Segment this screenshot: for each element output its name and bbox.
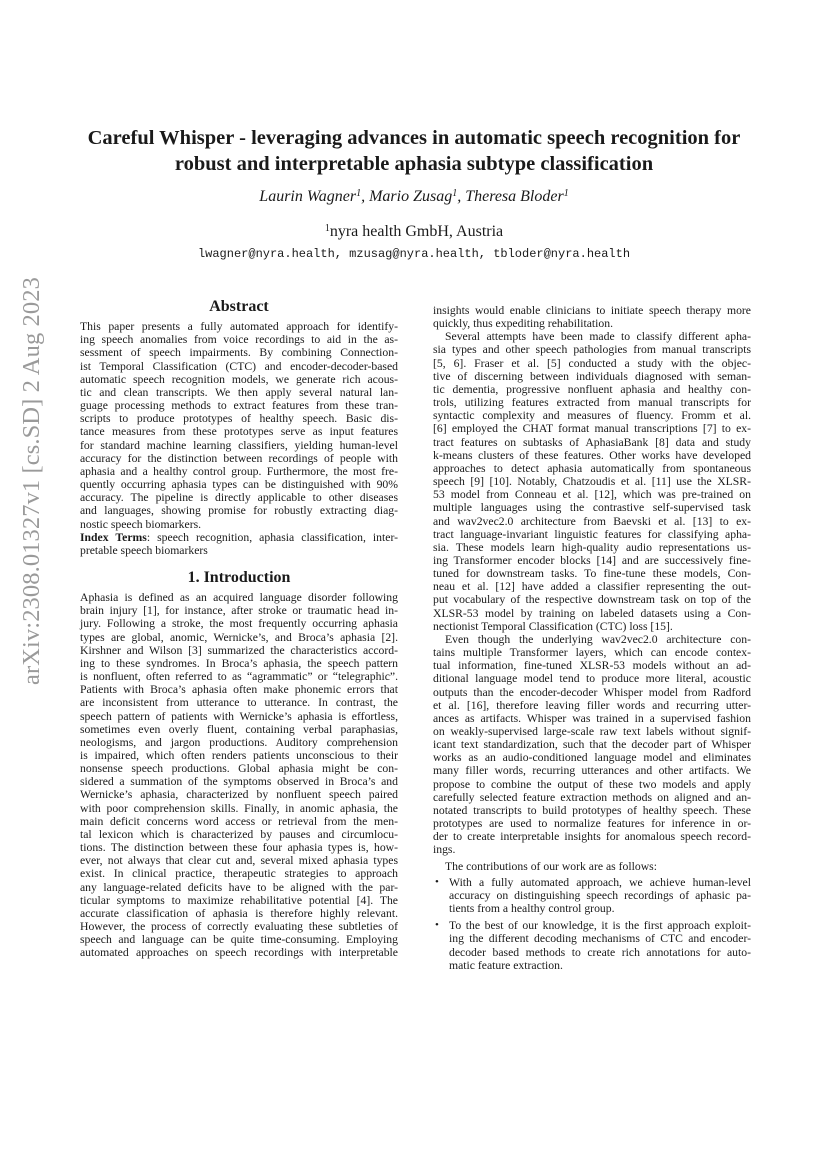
affiliation-mark: 1 [356,188,362,199]
abstract-line: automatic speech recognition models, we generate rich acous- [80,372,398,386]
paragraph-prior-work [433,330,751,633]
abstract-line: guage processing methods to extract features from these tran- [80,399,398,413]
body-line: carefully selected feature extraction methods on aligned and an- [433,790,751,804]
body-line: sia types and other speech pathologies from manual transcripts [433,343,751,357]
bullet-line: decoder based methods to create rich annotations for auto- [449,945,751,959]
introduction-heading: 1. Introduction [187,568,291,586]
affiliation-name: nyra health GmbH, Austria [329,223,504,240]
body-line: tual information, fine-tuned XLSR-53 models without an ad- [433,659,751,673]
introduction-line: are inconsistent from utterance to utterance. In contrast, the [80,696,398,710]
introduction-line: neologisms, and jargon productions. Auditory comprehension [80,735,398,749]
body-line: k-means clusters of these features. Other works have developed [433,448,751,462]
body-line: ing Transformer encoder blocks [14] and are successively fine- [433,553,751,567]
introduction-line: tal lexicon which is characterized by pauses and circumlocu- [80,827,398,841]
abstract-line: This paper presents a fully automated approach for identify- [80,320,398,334]
body-line: tract language-invariant linguistic features for classifying apha- [433,527,751,541]
abstract-line: scripts to produce prototypes of healthy speech. Basic dis- [80,412,398,426]
body-line: propose to combine the output of these two models and apply [433,777,751,791]
body-line: Even though the underlying wav2vec2.0 architecture con- [445,632,751,646]
body-line: tive of discerning between individuals diagnosed with seman- [433,369,751,383]
introduction-line: However, the process of correctly evaluating these subtleties of [80,920,398,934]
introduction-line: Kirshner and Wilson [3] summarized the characteristics accord- [80,643,398,657]
body-line: put vocabulary of the respective downstream task on top of the [433,593,751,607]
arxiv-identifier-text: arXiv:2308.01327v1 [cs.SD] 2 Aug 2023 [18,277,45,685]
body-line: nectionist Temporal Classification (CTC) loss [15]. [433,619,673,633]
abstract-line: for standard machine learning classifiers, yielding human-level [80,438,398,452]
body-line: neau et al. [12] have added a classifier representing the out- [433,580,751,594]
body-line: tract features on subtasks of AphasiaBank [8] data and study [433,435,751,449]
abstract-line: tance measures from these prototypes serve as input features [80,425,398,439]
body-line: [5, 6]. Fraser et al. [5] conducted a study with the objec- [433,356,751,370]
abstract-line: ing speech anomalies from voice recordings to aid in the as- [80,333,398,347]
author-name: Mario Zusag [369,188,453,205]
body-line: and wav2vec2.0 architecture from Baevski et al. [13] to ex- [433,514,751,528]
body-line: icant text standardization, such that the decoder part of Whisper [433,738,751,752]
introduction-line: ticular symptoms to maximize rehabilitative potential [4]. The [80,893,398,907]
body-line: sia. These models learn high-quality audio representations us- [433,540,751,554]
affiliation-mark: 1 [563,188,569,199]
introduction-line: speech and language can be quite time-consuming. Employing [80,933,398,947]
introduction-line: accurate classification of aphasia is therefore highly relevant. [80,906,398,920]
introduction-line: Patients with Broca’s aphasia often make phonemic errors that [80,683,398,697]
paragraph-continued [433,304,751,330]
abstract-line: nostic speech biomarkers. [80,517,202,531]
author-emails: lwagner@nyra.health, mzusag@nyra.health, tbloder@nyra.health [197,247,631,261]
bullet-line: accuracy on distinguishing speech recordings of aphasic pa- [449,888,751,902]
introduction-line: is impaired, which often renders patients unconscious to their [80,749,398,762]
contributions-intro: The contributions of our work are as follows: [445,859,657,873]
paper-title-line: robust and interpretable aphasia subtype classification [174,153,654,175]
body-line: many filler words, recurring utterances and other artifacts. We [433,764,751,778]
body-line: ditional language model tend to produce more literal, acoustic [433,672,751,686]
abstract-line: tic and clean transcripts. We then apply several natural lan- [80,385,398,399]
body-line: prototypes are used to normalize features for inference in or- [433,817,751,831]
author-list: Laurin Wagner$^1$, Mario Zusag$^1$, Theresa Bloder$^1$ [259,188,569,205]
bullet-marker: • [435,875,439,888]
body-line: multiple languages using the contrastive self-supervised task [433,501,751,515]
abstract-line: ist Temporal Classification (CTC) and encoder-decoder-based [80,359,398,373]
body-line: insights would enable clinicians to initiate speech therapy more [433,304,751,317]
introduction-line: is nonfluent, often referred to as “agrammatic” or “telegraphic”. [80,670,398,684]
abstract-body [80,320,398,557]
introduction-line: tions. The distinction between these four aphasia types is, how- [80,841,398,855]
author-name: Laurin Wagner [259,188,357,205]
abstract-line: quently occurring aphasia types can be distinguished with 90% [80,478,398,492]
introduction-line: types are global, anomic, Wernicke’s, and Broca’s aphasia [2]. [80,630,398,644]
introduction-line: brain injury [1], for instance, after stroke or traumatic head in- [80,604,398,618]
abstract-line: accuracy for the distinction between recordings of people with [80,451,398,465]
paper-title [80,125,748,177]
paragraph-proposal [433,633,751,857]
paper-title-line: Careful Whisper - leveraging advances in automatic speech recognition for [87,127,741,149]
left-column [80,300,398,960]
abstract-line: aphasia and a healthy control group. Furthermore, the most fre- [80,464,398,478]
body-line: notated transcripts to build prototypes of healthy speech. These [433,803,751,817]
affiliation-mark: 1 [324,223,330,234]
introduction-line: sidered a summation of the symptoms observed in Broca’s and [80,775,398,789]
body-line: tains multiple Transformer layers, which can encode contex- [433,646,751,660]
abstract-heading: Abstract [209,298,269,315]
introduction-line: Aphasia is defined as an acquired language disorder following [80,591,398,605]
body-line: on weakly-supervised large-scale raw text labels without signif- [433,725,751,738]
body-line: der to create interpretable insights for anomalous speech record- [433,830,751,844]
index-terms-label: Index Terms [80,530,147,544]
body-line: syntactic complexity and measures of fluency. Fromm et al. [433,409,751,423]
introduction-line: ing to these syndromes. In Broca’s aphasia, the speech pattern [80,656,398,670]
index-terms-line [80,531,398,544]
bullet-line: To the best of our knowledge, it is the first approach exploit- [449,919,751,933]
introduction-line: exist. In clinical practice, therapeutic strategies to approach [80,867,398,881]
body-line: Several attempts have been made to classify different apha- [445,330,751,344]
right-column [433,304,751,972]
introduction-line: main deficit concerns word access or retrieval from the men- [80,814,398,828]
body-line: speech [9] [10]. Notably, Chatzoudis et al. [11] use the XLSR- [433,475,751,489]
affiliation [80,223,748,241]
introduction-line: ever, not always that clear cut and, several mixed aphasia types [80,854,398,868]
abstract-line: and languages, showing promise for robustly extracting diag- [80,504,398,518]
bullet-line: matic feature extraction. [449,958,563,972]
body-line: 53 model from Conneau et al. [12], which was pre-trained on [433,488,751,502]
introduction-line: jury. Following a stroke, the most frequently occurring aphasia [80,617,398,631]
bullet-line: ing the different decoding mechanisms of CTC and encoder- [449,932,751,946]
introduction-line: automated approaches on speech recordings with interpretable [80,946,398,960]
introduction-line: Wernicke’s aphasia, characterized by nonfluent speech paired [80,788,398,802]
introduction-line: nonsense speech productions. Global aphasia might be con- [80,762,398,776]
abstract-line: accuracy. The pipeline is directly applicable to other diseases [80,491,398,505]
introduction-body [80,591,398,959]
body-line: outputs than the encoder-decoder Whisper model from Radford [433,685,751,699]
introduction-line: sometimes even overly fluent, containing verbal paraphasias, [80,722,398,736]
bullet-marker: • [435,919,439,932]
introduction-line: any language-related deficits have to be aligned with the par- [80,880,398,894]
introduction-line: speech pattern of patients with Wernicke’s aphasia is effortless, [80,709,398,723]
contribution-bullet [433,876,751,915]
bullet-line: tients from a healthy control group. [449,902,615,916]
body-line: XLSR-53 model by training on labeled datasets using a Con- [433,606,751,620]
body-line: quickly, thus expediting rehabilitation. [433,317,614,331]
body-line: [6] employed the CHAT format manual transcriptions [7] to ex- [433,422,751,436]
body-line: tic dementia, progressive nonfluent aphasia and healthy con- [433,382,751,396]
index-terms-text: : speech recognition, aphasia classification, inter- [146,530,398,544]
body-line: ings. [433,843,456,857]
bullet-line: With a fully automated approach, we achieve human-level [449,875,751,889]
index-terms-line: pretable speech biomarkers [80,543,208,557]
author-name: Theresa Bloder [465,188,564,205]
body-line: et al. [16], therefore leaving filler words and recurring utter- [433,698,751,712]
introduction-line: with poor comprehension skills. Finally, in anomic aphasia, the [80,801,398,815]
body-line: tuned for downstream tasks. To fine-tune these models, Con- [433,567,751,581]
body-line: trols, utilizing features extracted from manual transcripts for [433,396,751,410]
body-line: approaches to detect aphasia automatically from spontaneous [433,461,751,475]
body-line: ances as artifacts. Whisper was trained in a supervised fashion [433,711,751,725]
affiliation-mark: 1 [452,188,458,199]
abstract-line: sessment of speech impairments. By combining Connection- [80,346,398,360]
contribution-bullet [433,919,751,972]
body-line: works as an audio-conditioned language model and eliminates [433,751,751,765]
